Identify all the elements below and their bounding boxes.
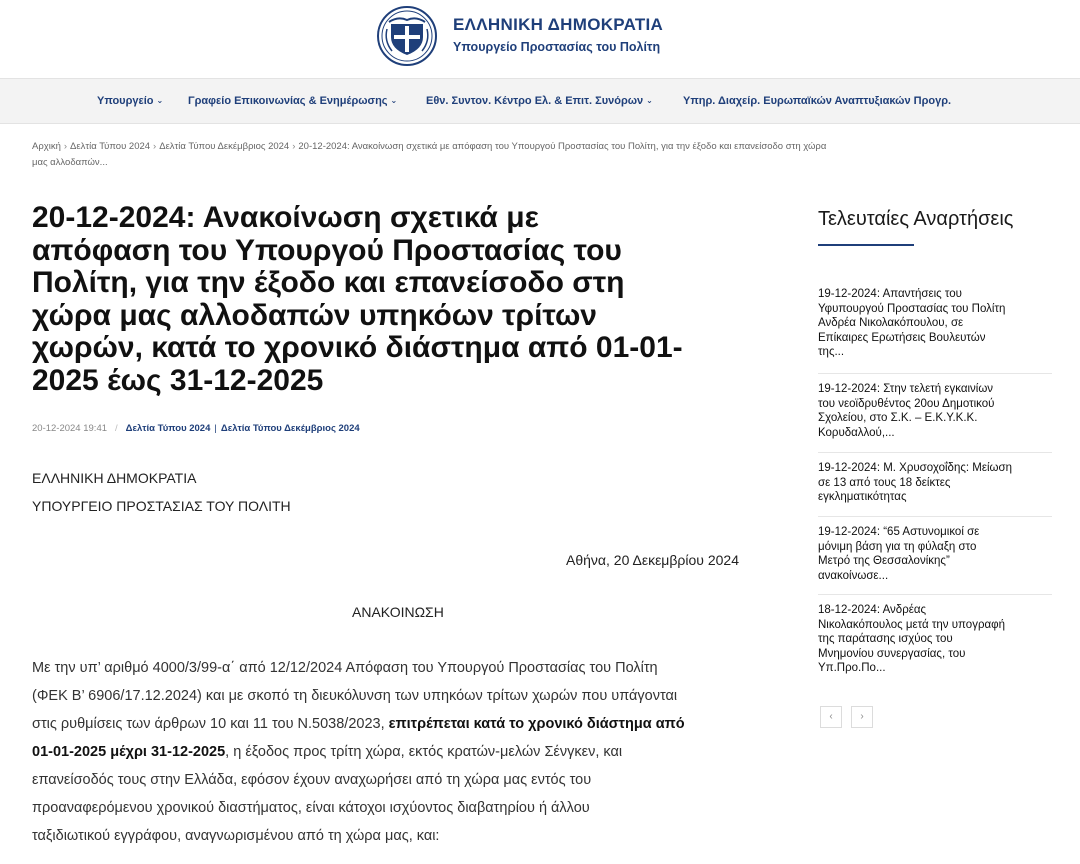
post-line: 19-12-2024: Απαντήσεις του	[818, 288, 962, 300]
post-line: Ανδρέα Νικολακόπουλου, σε	[818, 317, 964, 329]
site-subtitle[interactable]: Υπουργείο Προστασίας του Πολίτη	[453, 40, 661, 54]
post-line: εγκληματικότητας	[818, 491, 907, 503]
post-divider	[818, 594, 1052, 595]
post-line: 19-12-2024: Μ. Χρυσοχοΐδης: Μείωση	[818, 462, 1013, 474]
category-link[interactable]: Δελτία Τύπου 2024	[125, 423, 211, 434]
body-line: (ΦΕΚ Β’ 6906/17.12.2024) και με σκοπό τη διευκόλυνση των υπηκόων τρίτων χωρών που υπάγονται	[32, 688, 678, 704]
chevron-down-icon: ⌄	[390, 96, 398, 105]
chevron-down-icon: ⌄	[156, 96, 164, 105]
breadcrumb-current-cont: μας αλλοδαπών...	[32, 157, 108, 168]
meta-separator: /	[115, 423, 118, 434]
article-title-line: 2025 έως 31-12-2025	[32, 363, 324, 397]
body-text-bold: 01-01-2025 μέχρι 31-12-2025	[32, 744, 226, 760]
recent-post-link[interactable]	[818, 603, 1052, 676]
post-line: Μνημονίου συνεργασίας, του	[818, 647, 966, 660]
post-line: της...	[818, 346, 845, 358]
prev-page-button[interactable]	[820, 706, 842, 728]
article-title-line: απόφαση του Υπουργού Προστασίας του	[32, 233, 622, 267]
article-title-line: 20-12-2024: Ανακοίνωση σχετικά με	[32, 201, 539, 234]
breadcrumb	[32, 139, 1052, 171]
body-line: Με την υπ’ αριθμό 4000/3/99-α΄ από 12/12/2024 Απόφαση του Υπουργού Προστασίας του Πολίτη	[32, 660, 658, 676]
breadcrumb-separator: ›	[292, 141, 296, 152]
body-line: προαναφερόμενου χρονικού διαστήματος, είναι κάτοχοι ισχύοντος διαβατηρίου ή άλλου	[32, 800, 590, 816]
site-header	[0, 0, 1080, 78]
main-navigation	[0, 78, 1080, 124]
post-line: Μετρό της Θεσσαλονίκης”	[818, 555, 950, 567]
doc-place-date: Αθήνα, 20 Δεκεμβρίου 2024	[566, 552, 739, 568]
body-text: , η έξοδος προς τρίτη χώρα, εκτός κρατών-μελών Σένγκεν, και	[225, 744, 623, 760]
article-title-line: Πολίτη, για την έξοδο και επανείσοδο στη	[32, 266, 625, 299]
post-divider	[818, 452, 1052, 453]
chevron-right-icon: ›	[860, 711, 864, 722]
nav-item-communication-office[interactable]	[188, 95, 397, 107]
article-title-line: χωρών, κατά το χρονικό διάστημα από 01-01-	[32, 331, 683, 364]
breadcrumb-separator: ›	[153, 141, 157, 152]
article-title	[32, 202, 782, 397]
nav-item-ministry[interactable]	[97, 95, 163, 107]
body-text-bold: επιτρέπεται κατά το χρονικό διάστημα από	[388, 716, 685, 732]
nav-item-label: Υπουργείο	[97, 95, 154, 107]
body-line	[32, 738, 782, 766]
breadcrumb-press-dec-2024[interactable]: Δελτία Τύπου Δεκέμβριος 2024	[159, 141, 290, 152]
breadcrumb-home[interactable]: Αρχική	[32, 141, 61, 152]
body-line	[32, 710, 782, 738]
body-line: ταξιδιωτικού εγγράφου, αναγνωρισμένου από τη χώρα μας, και:	[32, 828, 440, 844]
nav-item-label: Γραφείο Επικοινωνίας & Ενημέρωσης	[188, 95, 388, 107]
post-line: μόνιμη βάση για τη φύλαξη στο	[818, 540, 977, 553]
article-title-line: χώρα μας αλλοδαπών υπηκόων τρίτων	[32, 298, 597, 332]
doc-announcement-heading: ΑΝΑΚΟΙΝΩΣΗ	[352, 604, 444, 620]
post-line: του νεοϊδρυθέντος 20ου Δημοτικού	[818, 397, 995, 410]
nav-item-border-center[interactable]	[426, 95, 653, 107]
greek-coat-of-arms-logo[interactable]	[376, 5, 438, 67]
post-line: 19-12-2024: Στην τελετή εγκαινίων	[818, 383, 994, 395]
meta-separator: |	[214, 423, 217, 434]
nav-item-label: Υπηρ. Διαχείρ. Ευρωπαϊκών Αναπτυξιακών Προγρ.	[683, 95, 952, 107]
post-divider	[818, 516, 1052, 517]
recent-post-link[interactable]	[818, 525, 1052, 583]
sidebar-heading: Τελευταίες Αναρτήσεις	[818, 208, 1014, 230]
breadcrumb-press-2024[interactable]: Δελτία Τύπου 2024	[70, 141, 151, 152]
recent-post-link[interactable]	[818, 382, 1052, 440]
nav-item-eu-programs[interactable]	[683, 95, 951, 107]
post-line: Επίκαιρες Ερωτήσεις Βουλευτών	[818, 331, 986, 344]
site-title[interactable]: ΕΛΛΗΝΙΚΗ ΔΗΜΟΚΡΑΤΙΑ	[453, 15, 664, 34]
post-line: Σχολείου, στο Σ.Κ. – Ε.Κ.Υ.Κ.Κ.	[818, 412, 978, 424]
doc-heading-ministry: ΥΠΟΥΡΓΕΙΟ ΠΡΟΣΤΑΣΙΑΣ ΤΟΥ ΠΟΛΙΤΗ	[32, 498, 291, 514]
recent-post-link[interactable]	[818, 287, 1052, 360]
doc-heading-republic: ΕΛΛΗΝΙΚΗ ΔΗΜΟΚΡΑΤΙΑ	[32, 470, 197, 486]
chevron-down-icon: ⌄	[646, 96, 653, 105]
post-divider	[818, 373, 1052, 374]
post-line: Νικολακόπουλος μετά την υπογραφή	[818, 618, 1005, 631]
post-line: σε 13 από τους 18 δείκτες	[818, 476, 951, 489]
chevron-left-icon: ‹	[829, 711, 833, 722]
nav-item-label: Εθν. Συντον. Κέντρο Ελ. & Επιτ. Συνόρων	[426, 95, 644, 107]
post-line: Υφυπουργού Προστασίας του Πολίτη	[818, 302, 1006, 315]
body-line: επανείσοδός τους στην Ελλάδα, εφόσον έχουν αναχωρήσει από τη χώρα μας εντός του	[32, 772, 592, 788]
post-line: 19-12-2024: “65 Αστυνομικοί σε	[818, 526, 980, 538]
breadcrumb-current: 20-12-2024: Ανακοίνωση σχετικά με απόφαση του Υπουργού Προστασίας του Πολίτη, για την έξοδο και επανείσοδο στη χώρα	[298, 141, 827, 152]
article-meta	[32, 423, 360, 434]
body-text: στις ρυθμίσεις των άρθρων 10 και 11 του Ν.5038/2023,	[32, 716, 389, 732]
category-link[interactable]: Δελτία Τύπου Δεκέμβριος 2024	[220, 423, 360, 434]
sidebar-heading-underline	[818, 244, 914, 246]
article-date: 20-12-2024 19:41	[32, 423, 108, 434]
post-line: Κορυδαλλού,...	[818, 426, 895, 439]
post-line: 18-12-2024: Ανδρέας	[818, 604, 927, 616]
next-page-button[interactable]	[851, 706, 873, 728]
article-body	[32, 654, 782, 850]
post-line: ανακοίνωσε...	[818, 569, 889, 582]
post-line: της παράτασης ισχύος του	[818, 633, 953, 645]
breadcrumb-separator: ›	[63, 141, 68, 152]
post-line: Υπ.Προ.Πο...	[818, 662, 886, 674]
recent-post-link[interactable]	[818, 461, 1052, 505]
